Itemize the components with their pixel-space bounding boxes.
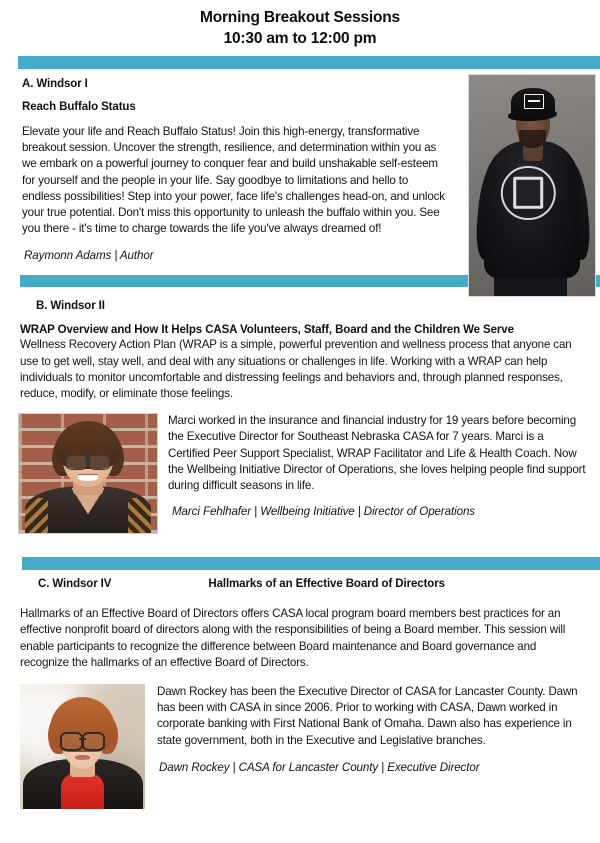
session-b-description: Wellness Recovery Action Plan (WRAP is a simple, powerful prevention and wellness process that anyone can use to get well, stay well, and deal with any situations or challenges in life. Working with a WRAP can help individuals to monitor uncomfortable and distressing feelings and behaviors and, through planned responses, reduce, modify, or eliminate those feelings. <box>20 338 572 401</box>
session-c-room-label: C. Windsor IV <box>38 578 112 591</box>
session-c-speaker-row <box>0 684 600 812</box>
session-c-title: Hallmarks of an Effective Board of Directors <box>208 578 445 591</box>
speaker-photo-a <box>468 74 596 297</box>
speaker-photo-c <box>20 684 145 809</box>
session-block-b <box>0 287 600 543</box>
session-b-title: WRAP Overview and How It Helps CASA Volunteers, Staff, Board and the Children We Serve <box>20 324 514 337</box>
session-block-c <box>0 570 600 812</box>
session-b-bio: Marci worked in the insurance and financial industry for 19 years before becoming the Executive Director for Southeast Nebraska CASA for 7 years. Marci is a Certified Peer Support Specialist, WRAP Facilitator and Life & Health Coach. Now the Wellbeing Initiative Director of Operations, she loves helping people find support during difficult seasons in life. <box>168 414 586 493</box>
session-a-room-label: A. Windsor I <box>22 78 88 90</box>
session-b-speaker-row <box>0 413 600 543</box>
page-header <box>0 0 600 49</box>
session-c-bio-column <box>157 684 600 774</box>
heading-spacer <box>111 578 208 590</box>
page-title: Morning Breakout Sessions <box>200 9 400 26</box>
session-c-attribution: Dawn Rockey | CASA for Lancaster County | Executive Director <box>159 760 480 774</box>
session-b-room-row <box>0 296 600 314</box>
session-a-description: Elevate your life and Reach Buffalo Status! Join this high-energy, transformative breakout session. Uncover the strength, resilience, and determination within you as we embark on a powerful journey to conquer fear and build unshakable self-esteem for yourself and the people in your life. Say goodbye to limitations and hello to endless possibilities! Step into your power, face life's challenges head-on, and unlock your true potential. Don't miss this opportunity to unleash the buffalo within you. See you there - it's time to charge towards the life you've always dreamed of! <box>22 125 445 236</box>
section-divider-c <box>22 557 600 570</box>
session-b-attribution: Marci Fehlhafer | Wellbeing Initiative | Director of Operations <box>172 505 476 519</box>
session-a-title: Reach Buffalo Status <box>22 101 136 113</box>
session-c-bio: Dawn Rockey has been the Executive Director of CASA for Lancaster County. Dawn has been with CASA in since 2006. Prior to working with CASA, Dawn worked in corporate banking with First National Bank of Omaha. Dawn also has experience in state government, both in the Executive and Legislative branches. <box>157 685 578 747</box>
page-subtitle-time: 10:30 am to 12:00 pm <box>223 30 377 47</box>
session-b-bio-column <box>168 413 600 518</box>
session-a-text-column <box>0 78 445 262</box>
section-divider-a <box>18 56 600 69</box>
session-c-description: Hallmarks of an Effective Board of Directors offers CASA local program board members best practices for an effective nonprofit board of directors along with the responsibilities of being a Board member. This session will enable participants to recognize the difference between Board maintenance and Board governance and recognize the hallmarks of an effective Board of Directors. <box>20 607 566 669</box>
session-block-a <box>0 69 600 262</box>
session-b-room-label: B. Windsor II <box>36 300 105 313</box>
session-a-attribution: Raymonn Adams | Author <box>24 249 154 263</box>
speaker-photo-b <box>18 413 158 534</box>
session-c-heading-row <box>0 578 600 590</box>
